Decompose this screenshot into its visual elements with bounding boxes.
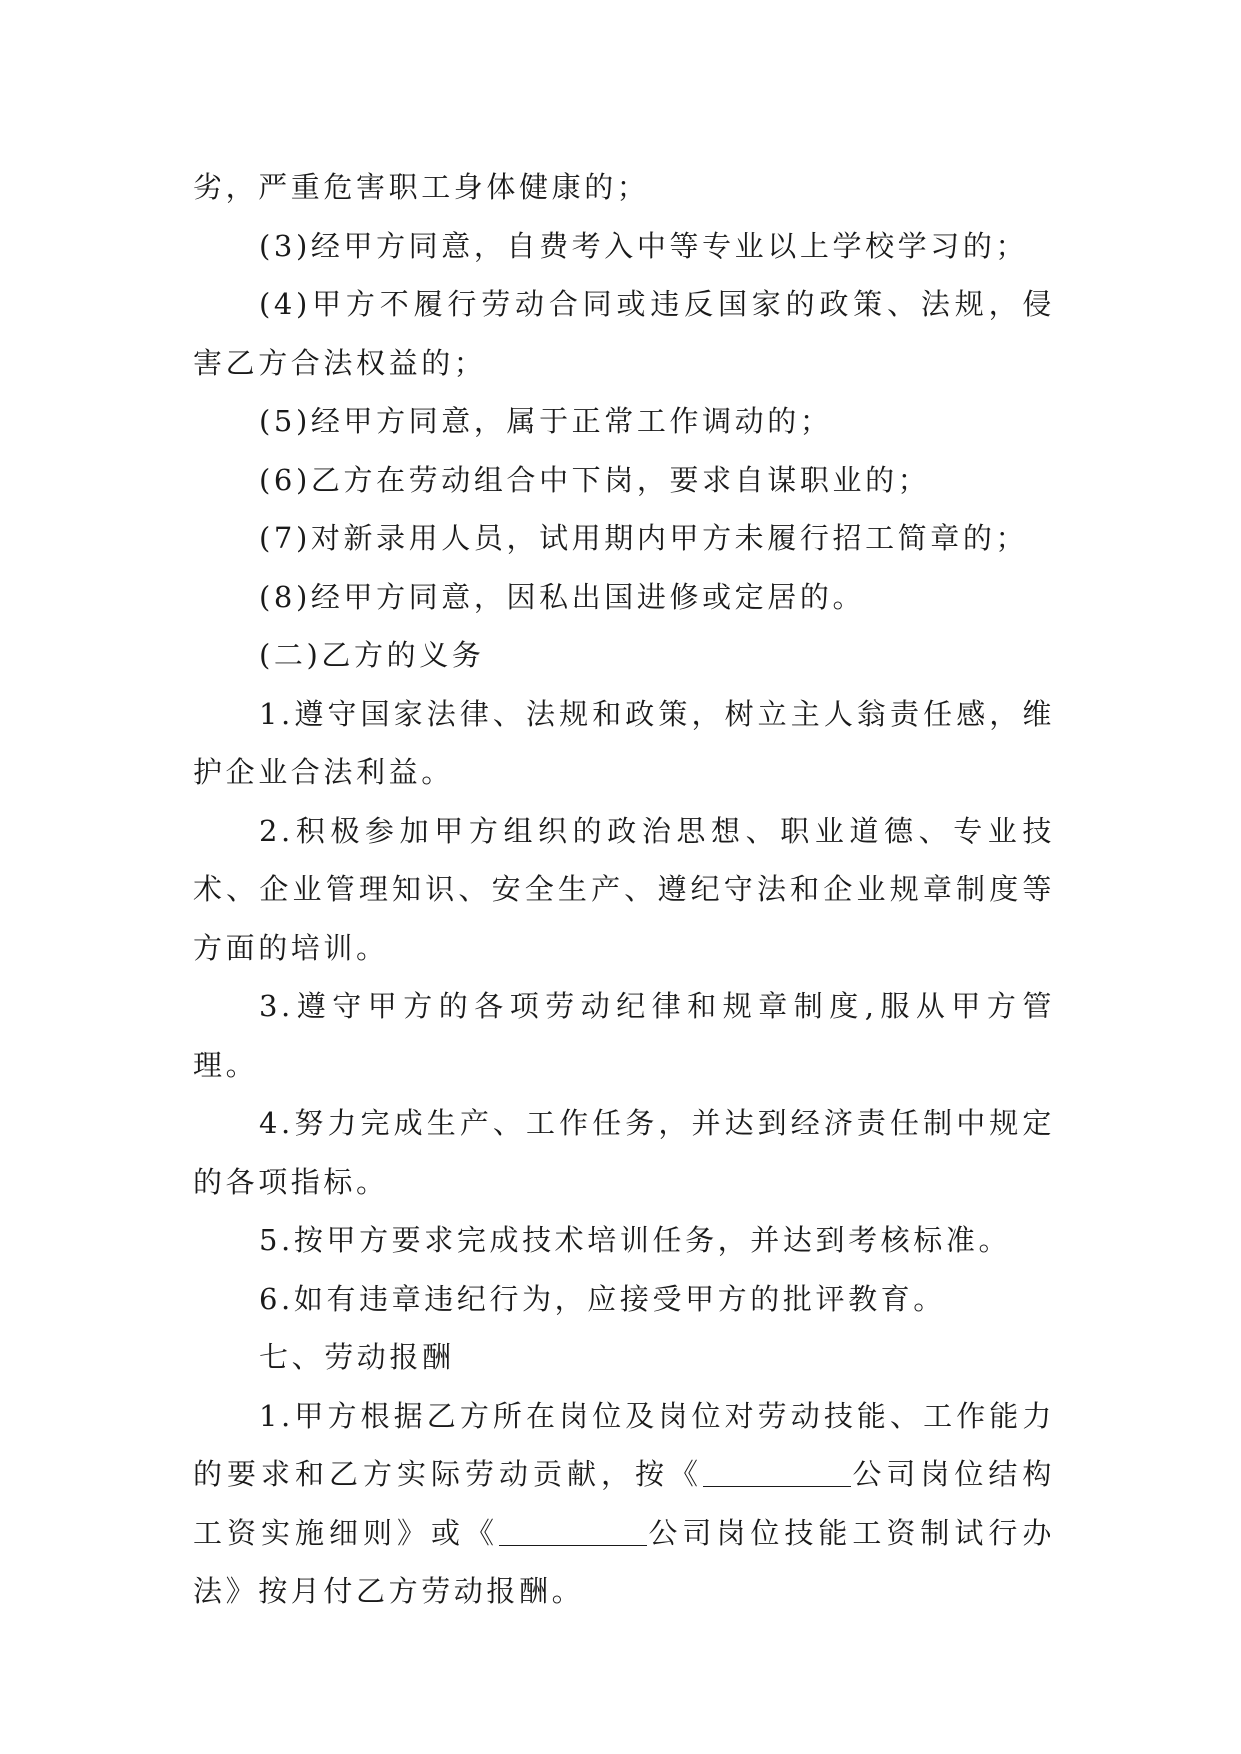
paragraph-continuation: 劣，严重危害职工身体健康的； [193, 170, 650, 204]
section-heading-labor-remuneration: 七、劳动报酬 [259, 1340, 455, 1374]
remuneration-clause-1 [193, 1387, 1055, 1621]
paragraph-item-3: (3)经甲方同意，自费考入中等专业以上学校学习的； [259, 228, 1029, 263]
paragraph-item-5: (5)经甲方同意，属于正常工作调动的； [259, 404, 833, 438]
obligation-5: 5.按甲方要求完成技术培训任务，并达到考核标准。 [259, 1223, 1012, 1257]
obligation-2: 2.积极参加甲方组织的政治思想、职业道德、专业技术、企业管理知识、安全生产、遵纪守法和企业规章制度等方面的培训。 [193, 813, 1055, 965]
section-heading-party-b-obligations: (二)乙方的义务 [259, 638, 485, 672]
obligation-6: 6.如有违章违纪行为，应接受甲方的批评教育。 [259, 1281, 946, 1316]
obligation-1: 1.遵守国家法律、法规和政策，树立主人翁责任感，维护企业合法利益。 [193, 696, 1055, 789]
paragraph-item-4: (4)甲方不履行劳动合同或违反国家的政策、法规，侵害乙方合法权益的； [193, 287, 1055, 380]
company-name-blank [703, 1457, 851, 1487]
remuneration-text-part-3: 公司岗位技能工资制试行办法》按月付乙方劳动报酬。 [193, 1515, 1055, 1608]
paragraph-item-6: (6)乙方在劳动组合中下岗，要求自谋职业的； [259, 462, 931, 497]
document-body [193, 158, 1055, 1621]
company-name-blank [499, 1516, 647, 1546]
obligation-3: 3.遵守甲方的各项劳动纪律和规章制度,服从甲方管理。 [193, 989, 1055, 1082]
remuneration-text-part-2: 公司岗位结构工资实施细则》或《 [193, 1457, 1055, 1550]
remuneration-text-part-1: 1.甲方根据乙方所在岗位及岗位对劳动技能、工作能力的要求和乙方实际劳动贡献，按《 [193, 1398, 1055, 1491]
paragraph-item-7: (7)对新录用人员，试用期内甲方未履行招工简章的； [259, 521, 1029, 555]
obligation-4: 4.努力完成生产、工作任务，并达到经济责任制中规定的各项指标。 [193, 1106, 1055, 1199]
paragraph-item-8: (8)经甲方同意，因私出国进修或定居的。 [259, 579, 866, 614]
